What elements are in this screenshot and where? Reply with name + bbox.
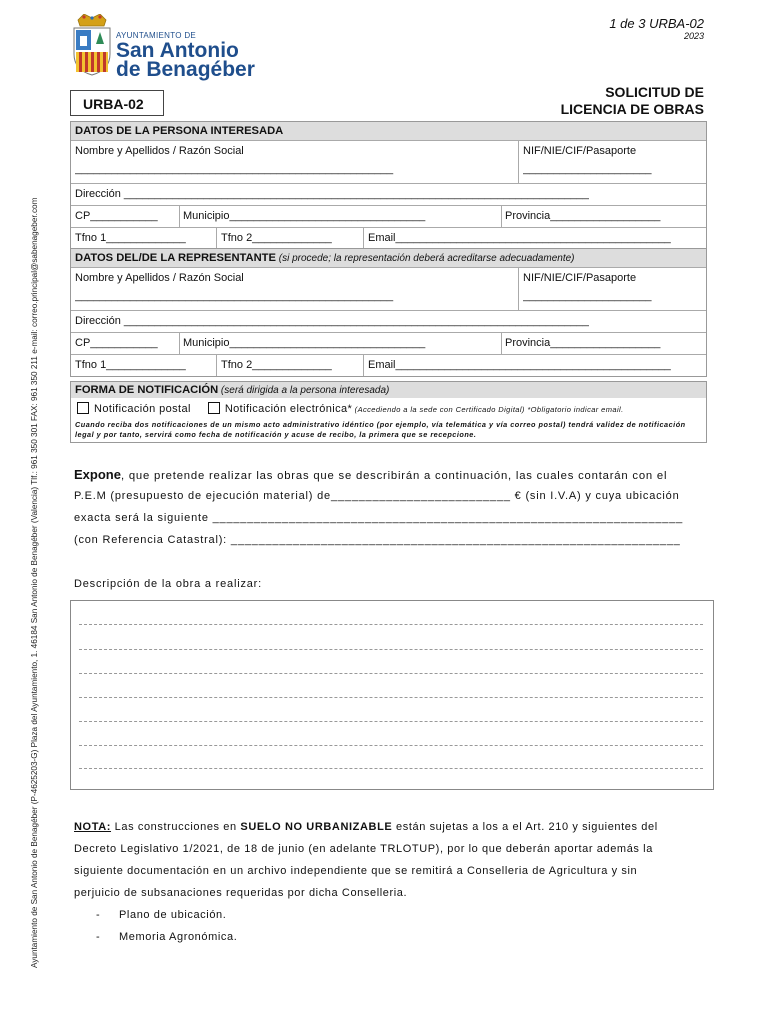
nota-post: están sujetas a los a el Art. 210 y siguientes del xyxy=(392,821,658,833)
section-heading: DATOS DE LA PERSONA INTERESADA xyxy=(71,122,706,140)
tfno1-field[interactable]: Tfno 1_____________ xyxy=(75,232,186,244)
provincia-field[interactable]: Provincia__________________ xyxy=(505,337,661,349)
cp-field[interactable]: CP___________ xyxy=(75,337,158,349)
email-field[interactable]: Email_____________________________________________ xyxy=(368,359,671,371)
cp-field[interactable]: CP___________ xyxy=(75,210,158,222)
nif-field[interactable]: _____________________ xyxy=(523,290,652,302)
postal-checkbox[interactable] xyxy=(77,402,89,414)
email-field[interactable]: Email_____________________________________________ xyxy=(368,232,671,244)
logo-name-line1: San Antonio xyxy=(116,39,239,62)
nota-line4: perjuicio de subsanaciones requeridas por dicha Conselleria. xyxy=(74,887,408,899)
list-item: Plano de ubicación. xyxy=(119,909,227,921)
nombre-field[interactable]: ____________________________________________________ xyxy=(75,290,394,302)
desc-line xyxy=(79,624,703,625)
form-code: URBA-02 xyxy=(70,90,164,116)
electronica-label: Notificación electrónica* xyxy=(224,403,353,415)
heading-note: (si procede; la representación deberá acreditarse adecuadamente) xyxy=(275,253,575,264)
nota-label: NOTA: xyxy=(74,821,112,833)
title-line2: LICENCIA DE OBRAS xyxy=(560,101,704,117)
notificacion-aviso: Cuando reciba dos notificaciones de un mismo acto administrativo idéntico (por ejemplo, vía telemática y vía correo postal) tendrá validez de notificación legal y por tanto, servirá como fecha de notificación y acuse de recibo, la primera que se recepcione. xyxy=(75,420,686,439)
sidebar-address: Ayuntamiento de San Antonio de Benagéber (P-4625203-G) Plaza del Ayuntamiento, 1. 46184 San Antonio de Benagéber (Valencia) Tlf.: 961 350 301 FAX: 961 350 211 e-mail: correo.principal@sabenageber.com xyxy=(30,197,39,968)
section-notificacion xyxy=(70,381,707,443)
label-nif: NIF/NIE/CIF/Pasaporte xyxy=(523,272,637,284)
nota-pre: Las construcciones en xyxy=(111,821,241,833)
tfno1-field[interactable]: Tfno 1_____________ xyxy=(75,359,186,371)
electronica-checkbox[interactable] xyxy=(208,402,220,414)
expone-line3[interactable]: exacta será la siguiente ____________________________________________________________________ xyxy=(74,512,684,524)
direccion-field[interactable]: Dirección ____________________________________________________________________________ xyxy=(75,188,589,200)
direccion-field[interactable]: Dirección ____________________________________________________________________________ xyxy=(75,315,589,327)
bullet-mark: - xyxy=(96,931,100,943)
nota-line2: Decreto Legislativo 1/2021, de 18 de junio (en adelante TRLOTUP), por lo que deberán aportar además la xyxy=(74,843,653,855)
postal-label: Notificación postal xyxy=(94,403,191,415)
logo-name-line2: de Benagéber xyxy=(116,58,255,81)
expone-line1 xyxy=(74,467,706,482)
provincia-field[interactable]: Provincia__________________ xyxy=(505,210,661,222)
label-nombre: Nombre y Apellidos / Razón Social xyxy=(75,272,244,284)
desc-line xyxy=(79,745,703,746)
descripcion-label: Descripción de la obra a realizar: xyxy=(74,578,262,590)
heading-text: DATOS DEL/DE LA REPRESENTANTE xyxy=(75,252,276,264)
bullet-mark: - xyxy=(96,909,100,921)
list-item: Memoria Agronómica. xyxy=(119,931,238,943)
heading-text: FORMA DE NOTIFICACIÓN xyxy=(75,384,219,396)
municipal-crest-logo xyxy=(70,14,114,81)
desc-line xyxy=(79,697,703,698)
nota-line1 xyxy=(74,821,706,833)
nota-bold: SUELO NO URBANIZABLE xyxy=(240,821,393,833)
tfno2-field[interactable]: Tfno 2_____________ xyxy=(221,359,332,371)
logo-caption: AYUNTAMIENTO DE xyxy=(116,31,197,40)
desc-line xyxy=(79,721,703,722)
form-year: 2023 xyxy=(683,31,704,41)
expone-bold: Expone xyxy=(74,467,121,482)
section-heading xyxy=(71,382,706,398)
label-nombre: Nombre y Apellidos / Razón Social xyxy=(75,145,244,157)
tfno2-field[interactable]: Tfno 2_____________ xyxy=(221,232,332,244)
desc-line xyxy=(79,768,703,769)
municipio-field[interactable]: Municipio________________________________ xyxy=(183,210,426,222)
desc-line xyxy=(79,649,703,650)
nota-line3: siguiente documentación en un archivo independiente que se remitirá a Conselleria de Agricultura y sin xyxy=(74,865,638,877)
title-line1: SOLICITUD DE xyxy=(605,84,704,100)
expone-text: , que pretende realizar las obras que se describirán a continuación, las cuales contarán con el xyxy=(120,470,668,482)
section-interesada xyxy=(70,121,707,250)
form-title xyxy=(561,84,704,118)
municipio-field[interactable]: Municipio________________________________ xyxy=(183,337,426,349)
desc-line xyxy=(79,673,703,674)
nombre-field[interactable]: ____________________________________________________ xyxy=(75,163,394,175)
page-info: 1 de 3 URBA-02 xyxy=(609,16,704,31)
descripcion-box[interactable] xyxy=(70,600,714,790)
heading-note: (será dirigida a la persona interesada) xyxy=(218,385,390,396)
expone-line4[interactable]: (con Referencia Catastral): _________________________________________________________________ xyxy=(74,534,681,546)
expone-line2[interactable]: P.E.M (presupuesto de ejecución material) de__________________________ € (sin I.V.A) y cuya ubicación xyxy=(74,490,680,502)
nif-field[interactable]: _____________________ xyxy=(523,163,652,175)
section-representante xyxy=(70,248,707,377)
section-heading xyxy=(71,249,706,267)
electronica-note: (Accediendo a la sede con Certificado Digital) *Obligatorio indicar email. xyxy=(352,405,624,414)
label-nif: NIF/NIE/CIF/Pasaporte xyxy=(523,145,637,157)
